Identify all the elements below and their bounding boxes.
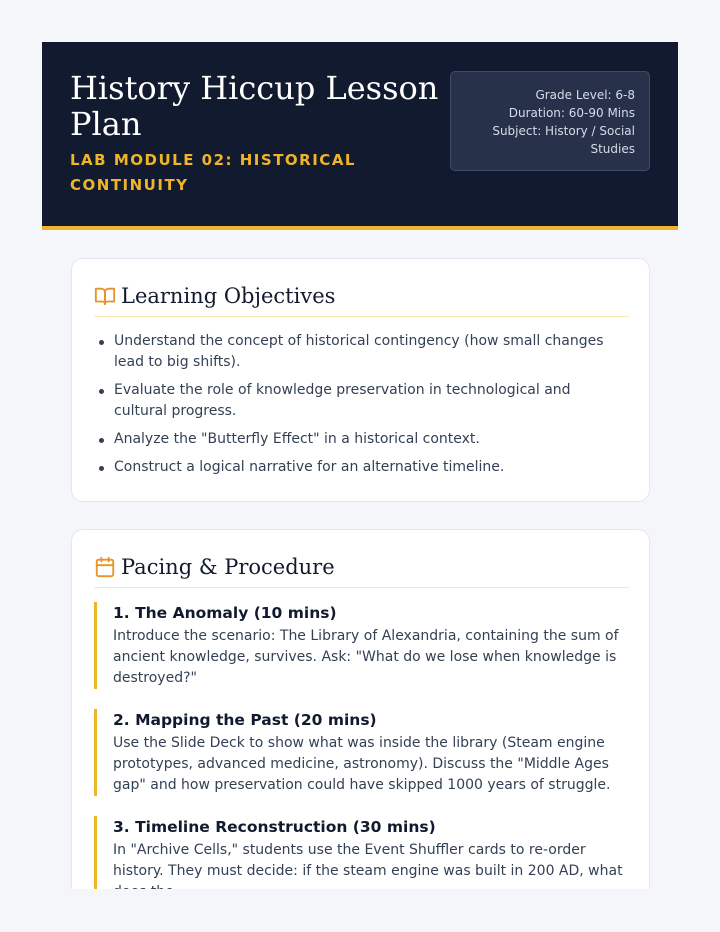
step-title: 1. The Anomaly (10 mins) xyxy=(113,604,337,622)
step-text: Introduce the scenario: The Library of Alexandria, containing the sum of ancient knowledge, survives. Ask: "What do we lose when knowledge is destroyed?" xyxy=(113,628,619,686)
procedure-card xyxy=(71,529,650,932)
page-bottom-edge xyxy=(0,889,720,932)
step-title: 2. Mapping the Past (20 mins) xyxy=(113,711,377,729)
procedure-step xyxy=(94,709,629,796)
objectives-list xyxy=(94,331,624,485)
page-subtitle: LAB MODULE 02: HISTORICAL CONTINUITY xyxy=(70,151,356,194)
list-item: Analyze the "Butterfly Effect" in a historical context. xyxy=(94,429,624,450)
lesson-header xyxy=(42,42,678,230)
calendar-icon xyxy=(94,556,116,578)
procedure-heading xyxy=(94,552,629,588)
procedure-title: Pacing & Procedure xyxy=(121,555,335,579)
list-item: Construct a logical narrative for an alternative timeline. xyxy=(94,457,624,478)
meta-subject: Subject: History / Social Studies xyxy=(492,124,635,156)
book-open-icon xyxy=(94,285,116,307)
list-item: Evaluate the role of knowledge preservation in technological and cultural progress. xyxy=(94,380,624,422)
page-title: History Hiccup Lesson Plan xyxy=(70,69,439,143)
lesson-meta-box xyxy=(450,71,650,171)
step-title: 3. Timeline Reconstruction (30 mins) xyxy=(113,818,436,836)
step-text: In "Archive Cells," students use the Event Shuffler cards to re-order history. They must decide: if the steam engine was built in 200 AD, what xyxy=(113,842,623,879)
objectives-card xyxy=(71,258,650,502)
list-item: Understand the concept of historical contingency (how small changes lead to big shifts). xyxy=(94,331,624,373)
procedure-steps xyxy=(94,602,629,923)
meta-grade: Grade Level: 6-8 xyxy=(535,88,635,102)
meta-duration: Duration: 60-90 Mins xyxy=(508,106,635,120)
step-text: Use the Slide Deck to show what was inside the library (Steam engine prototypes, advanced medicine, astronomy). Discuss the "Middle Ages gap" and how preservation could have skipped 1000 years of struggle. xyxy=(113,735,611,793)
objectives-heading xyxy=(94,281,629,317)
procedure-step xyxy=(94,602,629,689)
objectives-title: Learning Objectives xyxy=(121,284,336,308)
